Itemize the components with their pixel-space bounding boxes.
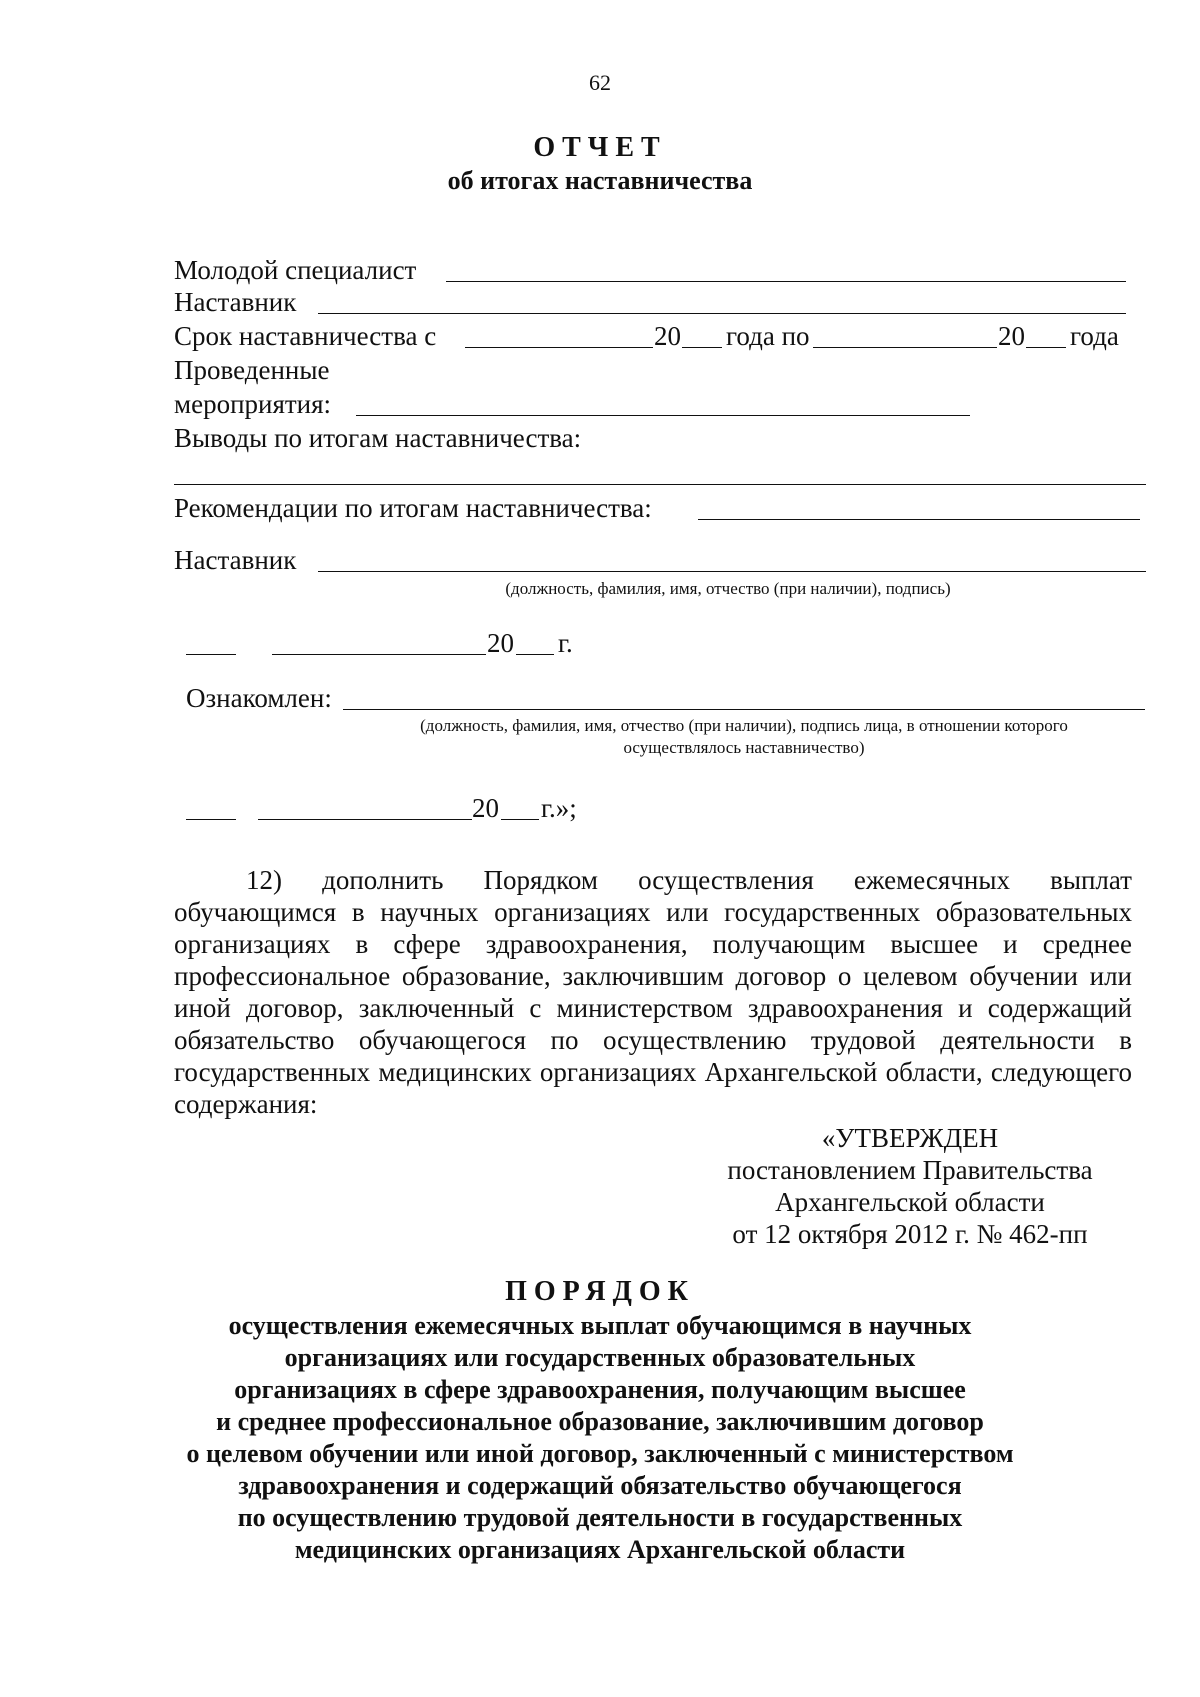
acquainted-field[interactable] (343, 709, 1145, 710)
young-specialist-label: Молодой специалист (174, 255, 417, 285)
term-start-year-field[interactable] (682, 347, 722, 348)
mentor-signature-field[interactable] (318, 571, 1146, 572)
term-start-date-field[interactable] (465, 347, 653, 348)
approved-line2: постановлением Правительства (727, 1155, 1093, 1185)
acquainted-hint-line2: осуществлялось наставничество) (623, 738, 865, 757)
approved-line3: Архангельской области (775, 1187, 1045, 1217)
order-subtitle-line: осуществления ежемесячных выплат обучающимся в научных (228, 1311, 972, 1340)
term-end-year-prefix: 20 (998, 321, 1025, 351)
approved-line4: от 12 октября 2012 г. № 462-пп (732, 1219, 1088, 1249)
order-subtitle-line: и среднее профессиональное образование, заключившим договор (216, 1407, 984, 1436)
term-to-label: года по (726, 321, 810, 351)
final-date-suffix: г.»; (541, 793, 577, 823)
recommendations-label: Рекомендации по итогам наставничества: (174, 493, 652, 523)
mentor-date-year-field[interactable] (516, 654, 554, 655)
term-start-year-prefix: 20 (654, 321, 681, 351)
mentor-signature-hint: (должность, фамилия, имя, отчество (при наличии), подпись) (505, 579, 951, 598)
order-subtitle-line: здравоохранения и содержащий обязательство обучающегося (238, 1471, 962, 1500)
page-number: 62 (589, 70, 611, 95)
conclusions-label: Выводы по итогам наставничества: (174, 423, 582, 453)
events-label-line1: Проведенные (174, 355, 330, 385)
mentor-date-day-field[interactable] (186, 654, 236, 655)
order-title: ПОРЯДОК (505, 1276, 695, 1307)
young-specialist-field[interactable] (446, 281, 1126, 282)
term-end-date-field[interactable] (813, 347, 997, 348)
events-field[interactable] (356, 415, 970, 416)
final-date-year-prefix: 20 (472, 793, 499, 823)
order-subtitle-line: организациях или государственных образовательных (284, 1343, 916, 1372)
conclusions-field[interactable] (174, 484, 1146, 485)
acquainted-label: Ознакомлен: (186, 683, 332, 713)
mentor-date-year-prefix: 20 (487, 628, 514, 658)
final-date-day-field[interactable] (186, 819, 236, 820)
order-subtitle (150, 1310, 1050, 1566)
report-subtitle: об итогах наставничества (447, 166, 753, 195)
final-date-year-field[interactable] (501, 819, 539, 820)
mentor-field[interactable] (318, 313, 1126, 314)
acquainted-hint-line1: (должность, фамилия, имя, отчество (при наличии), подпись лица, в отношении которого (420, 716, 1068, 735)
events-label-line2: мероприятия: (174, 389, 332, 419)
term-label: Срок наставничества с (174, 321, 437, 351)
body-paragraph: 12) дополнить Порядком осуществления ежемесячных выплат обучающимся в научных организациях или государственных образовательных организациях в сфере здравоохранения, получающим высшее и среднее профессиональное образование, заключившим договор о целевом обучении или иной договор, заключенный с министерством здравоохранения и содержащий обязательство обучающегося по осуществлению трудовой деятельности в государственных медицинских организациях Архангельской области, следующего содержания: (174, 865, 1132, 1119)
mentor-signature-label: Наставник (174, 545, 297, 575)
mentor-date-month-field[interactable] (272, 654, 486, 655)
final-date-month-field[interactable] (258, 819, 472, 820)
order-subtitle-line: по осуществлению трудовой деятельности в государственных (237, 1503, 963, 1532)
mentor-label: Наставник (174, 287, 297, 317)
term-year-word: года (1070, 321, 1119, 351)
approved-line1: «УТВЕРЖДЕН (821, 1123, 999, 1153)
approved-block (700, 1122, 1120, 1250)
order-subtitle-line: организациях в сфере здравоохранения, получающим высшее (234, 1375, 966, 1404)
order-subtitle-line: медицинских организациях Архангельской области (294, 1535, 906, 1564)
mentor-date-suffix: г. (558, 628, 573, 658)
order-subtitle-line: о целевом обучении или иной договор, заключенный с министерством (186, 1439, 1014, 1468)
recommendations-field[interactable] (698, 519, 1140, 520)
report-title: ОТЧЕТ (533, 132, 667, 163)
term-end-year-field[interactable] (1026, 347, 1066, 348)
